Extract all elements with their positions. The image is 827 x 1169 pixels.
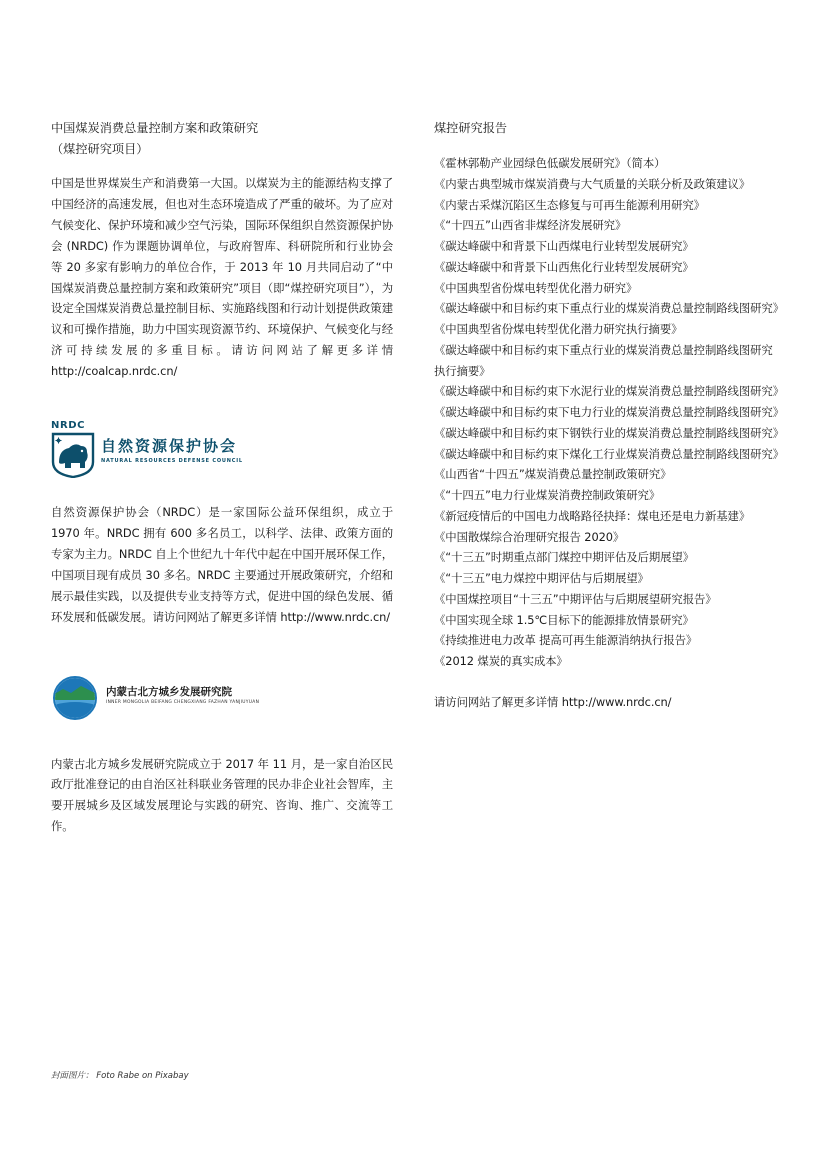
imc-name-cn: 内蒙古北方城乡发展研究院	[106, 685, 232, 698]
report-item: 《山西省“十四五”煤炭消费总量控制政策研究》	[434, 467, 672, 482]
project-title: 中国煤炭消费总量控制方案和政策研究	[51, 121, 259, 135]
nrdc-logo	[51, 420, 393, 480]
report-item: 《碳达峰碳中和背景下山西煤电行业转型发展研究》	[434, 239, 694, 253]
report-item: 《中国典型省份煤电转型优化潜力研究》	[434, 280, 638, 295]
project-subtitle: （煤控研究项目）	[51, 142, 149, 156]
report-item: 《内蒙古采煤沉陷区生态修复与可再生能源利用研究》	[434, 197, 705, 212]
project-intro: 中国是世界煤炭生产和消费第一大国。以煤炭为主的能源结构支撑了中国经济的高速发展，但也对生态环境造成了严重的破坏。为了应对气候变化、保护环境和减少空气污染，国际环保组织自然资源保护协会 (NRDC) 作为课题协调单位，与政府智库、科研院所和行业协会等 20 多家有影响力的单位合作，于 2013 年 10 月共同启动了“中国煤炭消费总量控制方案和政策研究”项目（即“煤控研究项目”），为设定全国煤炭消费总量控制目标、实施路线图和行动计划提供政策建议和可操作措施，助力中国实现资源节约、环境保护、气候变化与经济可持续发展的多重目标。请访问网站了解更多详情 http://coalcap.nrdc.cn/	[51, 176, 393, 379]
report-item: 《碳达峰碳中和目标约束下煤化工行业煤炭消费总量控制路线图研究》	[434, 446, 785, 461]
report-item: 《“十四五”山西省非煤经济发展研究》	[434, 218, 627, 233]
report-item: 《“十四五”电力行业煤炭消费控制政策研究》	[434, 488, 661, 502]
report-item: 《中国煤控项目“十三五”中期评估与后期展望研究报告》	[434, 591, 717, 606]
report-item: 《碳达峰碳中和目标约束下重点行业的煤炭消费总量控制路线图研究》	[434, 301, 785, 316]
report-item: 《碳达峰碳中和目标约束下重点行业的煤炭消费总量控制路线图研究执行摘要》	[434, 342, 773, 378]
reports-heading: 煤控研究报告	[434, 121, 508, 135]
imc-description: 内蒙古北方城乡发展研究院成立于 2017 年 11 月，是一家自治区民政厅批准登记的由自治区社科联业务管理的民办非企业社会智库，主要开展城乡及区域发展理论与实践的研究、咨询、推广、交流等工作。	[51, 756, 393, 834]
left-column	[51, 118, 393, 837]
imc-name-en: INNER MONGOLIA BEIFANG CHENGXIANG FAZHAN YANJIUYUAN	[106, 699, 260, 705]
visit-website: 请访问网站了解更多详情 http://www.nrdc.cn/	[434, 694, 672, 709]
right-column	[434, 118, 785, 712]
reports-list	[434, 153, 785, 672]
report-item: 《2012 煤炭的真实成本》	[434, 654, 568, 668]
report-item: 《碳达峰碳中和目标约束下钢铁行业的煤炭消费总量控制路线图研究》	[434, 425, 785, 440]
report-item: 《碳达峰碳中和目标约束下电力行业的煤炭消费总量控制路线图研究》	[434, 405, 785, 419]
cover-image-credit: 封面图片： Foto Rabe on Pixabay	[51, 1071, 189, 1081]
report-item: 《内蒙古典型城市煤炭消费与大气质量的关联分析及政策建议》	[434, 176, 751, 191]
imc-logo	[51, 676, 393, 720]
nrdc-name-cn: 自然资源保护协会	[101, 437, 238, 456]
report-item: 《中国典型省份煤电转型优化潜力研究执行摘要》	[434, 322, 683, 336]
report-item: 《持续推进电力改革 提高可再生能源消纳执行报告》	[434, 633, 698, 648]
nrdc-acronym: NRDC	[51, 420, 86, 432]
nrdc-description: 自然资源保护协会（NRDC）是一家国际公益环保组织，成立于 1970 年。NRDC 拥有 600 多名员工，以科学、法律、政策方面的专家为主力。NRDC 自上个世纪九十年代中起在中国开展环保工作，中国项目现有成员 30 多名。NRDC 主要通过开展政策研究，介绍和展示最佳实践，以及提供专业支持等方式，促进中国的绿色发展、循环发展和低碳发展。请访问网站了解更多详情 http://www.nrdc.cn/	[51, 505, 393, 624]
report-item: 《“十三五”时期重点部门煤控中期评估及后期展望》	[434, 550, 694, 565]
report-item: 《碳达峰碳中和目标约束下水泥行业的煤炭消费总量控制路线图研究》	[434, 384, 785, 399]
report-item: 《新冠疫情后的中国电力战略路径抉择：煤电还是电力新基建》	[434, 508, 751, 523]
report-item: 《“十三五”电力煤控中期评估与后期展望》	[434, 571, 649, 585]
polar-bear-icon	[51, 432, 95, 478]
nrdc-name-en: NATURAL RESOURCES DEFENSE COUNCIL	[101, 458, 243, 465]
report-item: 《霍林郭勒产业园绿色低碳发展研究》（简本）	[434, 156, 666, 170]
report-item: 《中国散煤综合治理研究报告 2020》	[434, 529, 625, 544]
institute-emblem-icon	[51, 676, 99, 720]
report-item: 《碳达峰碳中和背景下山西焦化行业转型发展研究》	[434, 259, 694, 274]
report-item: 《中国实现全球 1.5℃目标下的能源排放情景研究》	[434, 612, 694, 627]
